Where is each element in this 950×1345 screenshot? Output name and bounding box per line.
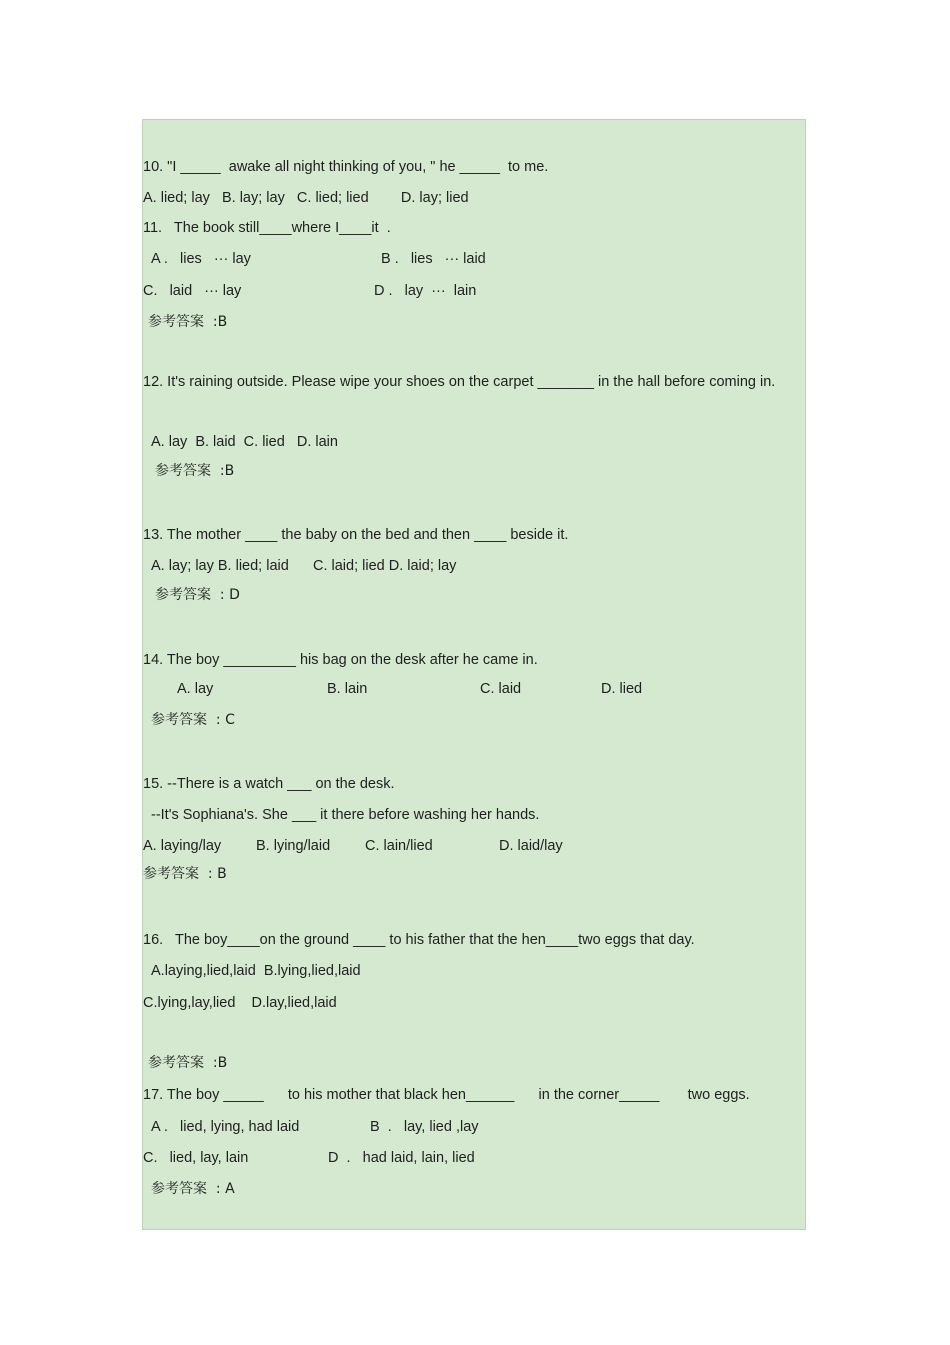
q13-answer: 参考答案 : D	[155, 587, 240, 603]
q16-options-ab: A.laying,lied,laid B.lying,lied,laid	[151, 963, 361, 979]
q10-options: A. lied; lay B. lay; lay C. lied; lied D. lay; lied	[143, 190, 469, 206]
q14-stem: 14. The boy _________ his bag on the desk after he came in.	[143, 652, 538, 668]
q14-option-a: A. lay	[177, 681, 214, 697]
q15-option-a: A. laying/lay	[143, 838, 222, 854]
q15-stem-line2: --It's Sophiana's. She ___ it there before washing her hands.	[151, 807, 540, 823]
q15-option-b: B. lying/laid	[256, 838, 331, 854]
q11-answer: 参考答案 :B	[148, 314, 228, 330]
q14-option-d: D. lied	[601, 681, 643, 697]
q14-answer: 参考答案 : C	[151, 712, 235, 728]
q17-option-a: A . lied, lying, had laid	[151, 1119, 300, 1135]
q12-answer: 参考答案 :B	[155, 463, 235, 479]
q15-option-d: D. laid/lay	[499, 838, 563, 854]
q14-option-b: B. lain	[327, 681, 368, 697]
q13-options: A. lay; lay B. lied; laid C. laid; lied D. laid; lay	[151, 558, 457, 574]
q15-answer: 参考答案 : B	[143, 866, 227, 882]
q11-stem: 11. The book still____where I____it .	[143, 220, 391, 236]
q11-option-d: D . lay ··· lain	[374, 283, 477, 299]
q16-stem: 16. The boy____on the ground ____ to his father that the hen____two eggs that day.	[143, 932, 695, 948]
q17-option-b: B . lay, lied ,lay	[370, 1119, 479, 1135]
q17-stem: 17. The boy _____ to his mother that black hen______ in the corner_____ two eggs.	[143, 1087, 750, 1103]
q17-option-d: D . had laid, lain, lied	[328, 1150, 475, 1166]
q11-option-c: C. laid ··· lay	[143, 283, 242, 299]
q16-answer: 参考答案 :B	[148, 1055, 228, 1071]
q11-option-b: B . lies ··· laid	[381, 251, 486, 267]
q12-stem: 12. It's raining outside. Please wipe your shoes on the carpet _______ in the hall before coming in.	[143, 374, 776, 390]
question-panel	[142, 119, 806, 1230]
q13-stem: 13. The mother ____ the baby on the bed and then ____ beside it.	[143, 527, 569, 543]
q11-option-a: A . lies ··· lay	[151, 251, 251, 267]
q12-options: A. lay B. laid C. lied D. lain	[151, 434, 338, 450]
q17-answer: 参考答案 : A	[151, 1181, 235, 1197]
q15-stem-line1: 15. --There is a watch ___ on the desk.	[143, 776, 395, 792]
q14-option-c: C. laid	[480, 681, 522, 697]
q10-stem: 10. "I _____ awake all night thinking of you, " he _____ to me.	[143, 159, 549, 175]
q17-option-c: C. lied, lay, lain	[143, 1150, 249, 1166]
q16-options-cd: C.lying,lay,lied D.lay,lied,laid	[143, 995, 337, 1011]
q15-option-c: C. lain/lied	[365, 838, 433, 854]
